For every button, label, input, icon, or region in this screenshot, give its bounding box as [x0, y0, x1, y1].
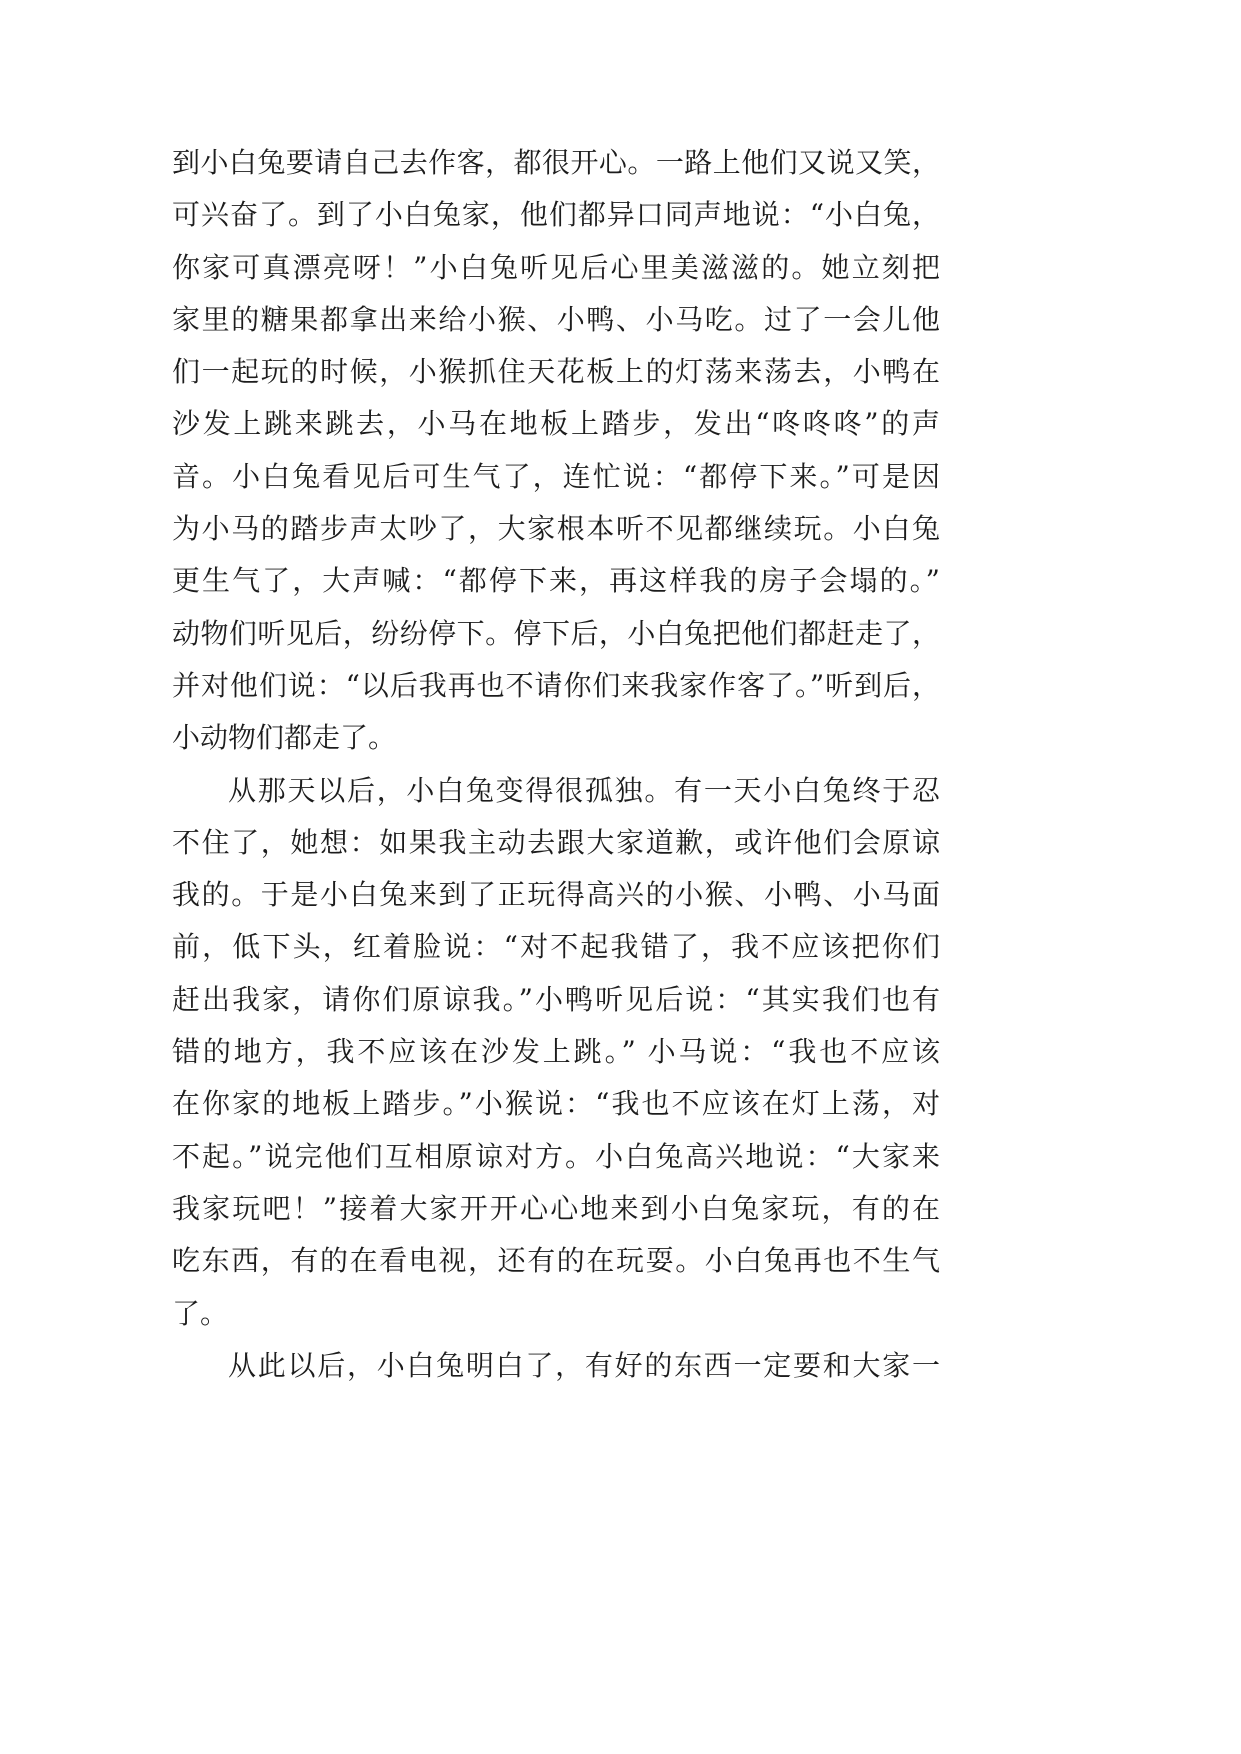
- paragraph-2: [172, 765, 940, 1340]
- text-line: 音。小白兔看见后可生气了，连忙说：“都停下来。”可是因: [172, 459, 940, 493]
- text-line: 到小白兔要请自己去作客，都很开心。一路上他们又说又笑，: [172, 146, 940, 179]
- text-line: 为小马的踏步声太吵了，大家根本听不见都继续玩。小白兔: [172, 512, 940, 546]
- text-line: 我家玩吧！”接着大家开开心心地来到小白兔家玩，有的在: [172, 1191, 940, 1225]
- text-line: 赶出我家，请你们原谅我。”小鸭听见后说：“其实我们也有: [172, 982, 940, 1016]
- text-line: 前，低下头，红着脸说：“对不起我错了，我不应该把你们: [172, 930, 940, 964]
- text-line: 从那天以后，小白兔变得很孤独。有一天小白兔终于忍: [228, 773, 940, 807]
- text-line: 沙发上跳来跳去，小马在地板上踏步，发出“咚咚咚”的声: [172, 407, 940, 441]
- text-line: 从此以后，小白兔明白了，有好的东西一定要和大家一: [228, 1348, 940, 1382]
- text-line: 你家可真漂亮呀！”小白兔听见后心里美滋滋的。她立刻把: [172, 250, 940, 284]
- text-line: 了。: [172, 1296, 229, 1330]
- text-line: 吃东西，有的在看电视，还有的在玩耍。小白兔再也不生气: [172, 1244, 940, 1278]
- body-text: [172, 137, 940, 1392]
- text-line: 更生气了，大声喊：“都停下来，再这样我的房子会塌的。”: [172, 564, 940, 598]
- text-line: 在你家的地板上踏步。”小猴说：“我也不应该在灯上荡，对: [172, 1087, 940, 1121]
- text-line: 小动物们都走了。: [172, 721, 397, 755]
- text-line: 不起。”说完他们互相原谅对方。小白兔高兴地说：“大家来: [172, 1139, 940, 1173]
- text-line: 家里的糖果都拿出来给小猴、小鸭、小马吃。过了一会儿他: [172, 302, 940, 336]
- text-line: 我的。于是小白兔来到了正玩得高兴的小猴、小鸭、小马面: [172, 878, 940, 912]
- paragraph-3: [172, 1340, 940, 1392]
- text-line: 并对他们说：“以后我再也不请你们来我家作客了。”听到后，: [172, 668, 940, 702]
- text-line: 可兴奋了。到了小白兔家，他们都异口同声地说：“小白兔，: [172, 198, 940, 232]
- text-line: 们一起玩的时候，小猴抓住天花板上的灯荡来荡去，小鸭在: [172, 355, 940, 389]
- paragraph-1: [172, 137, 940, 765]
- text-line: 错的地方，我不应该在沙发上跳。” 小马说：“我也不应该: [172, 1035, 940, 1069]
- text-line: 不住了，她想：如果我主动去跟大家道歉，或许他们会原谅: [172, 825, 940, 859]
- text-line: 动物们听见后，纷纷停下。停下后，小白兔把他们都赶走了，: [172, 616, 940, 650]
